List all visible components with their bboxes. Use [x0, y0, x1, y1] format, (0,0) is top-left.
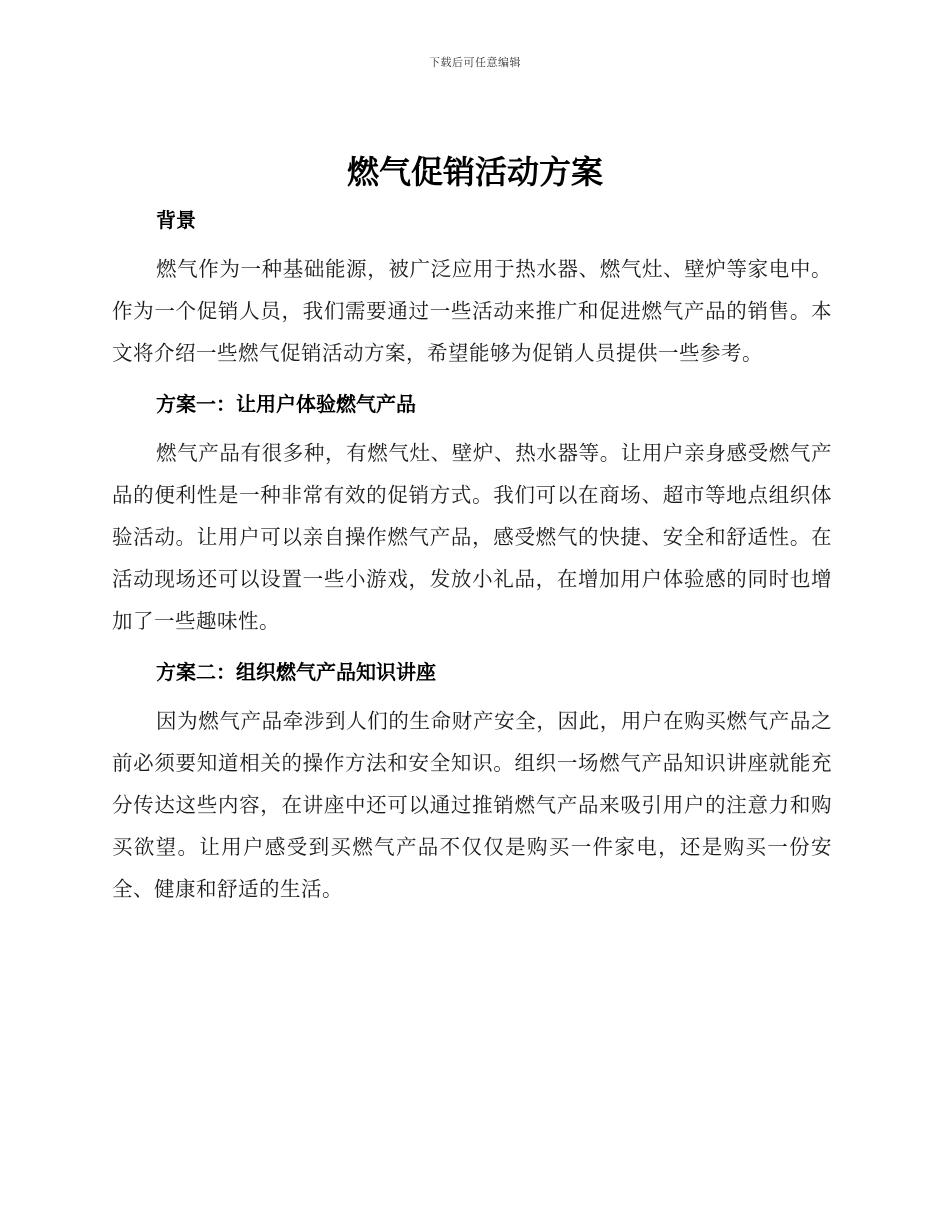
paragraph-plan-one: 燃气产品有很多种，有燃气灶、壁炉、热水器等。让用户亲身感受燃气产品的便利性是一种非常有效的促销方式。我们可以在商场、超市等地点组织体验活动。让用户可以亲自操作燃气产品，感受燃气的快捷、安全和舒适性。在活动现场还可以设置一些小游戏，发放小礼品，在增加用户体验感的同时也增加了一些趣味性。 [112, 441, 832, 633]
section-heading-plan-two: 方案二：组织燃气产品知识讲座 [156, 660, 436, 684]
document-title: 燃气促销活动方案 [346, 153, 603, 191]
paragraph-plan-two: 因为燃气产品牵涉到人们的生命财产安全，因此，用户在购买燃气产品之前必须要知道相关的操作方法和安全知识。组织一场燃气产品知识讲座就能充分传达这些内容，在讲座中还可以通过推销燃气产品来吸引用户的注意力和购买欲望。让用户感受到买燃气产品不仅仅是购买一件家电，还是购买一份安全、健康和舒适的生活。 [112, 709, 832, 901]
section-heading-plan-one: 方案一：让用户体验燃气产品 [156, 392, 416, 416]
section-plan-two [112, 652, 832, 910]
section-heading-background: 背景 [156, 208, 196, 232]
section-plan-one [112, 384, 832, 642]
section-background [112, 200, 832, 374]
header-note: 下载后可任意编辑 [429, 56, 521, 69]
document-body [112, 200, 832, 920]
paragraph-background: 燃气作为一种基础能源，被广泛应用于热水器、燃气灶、壁炉等家电中。作为一个促销人员，我们需要通过一些活动来推广和促进燃气产品的销售。本文将介绍一些燃气促销活动方案，希望能够为促销人员提供一些参考。 [112, 257, 832, 365]
